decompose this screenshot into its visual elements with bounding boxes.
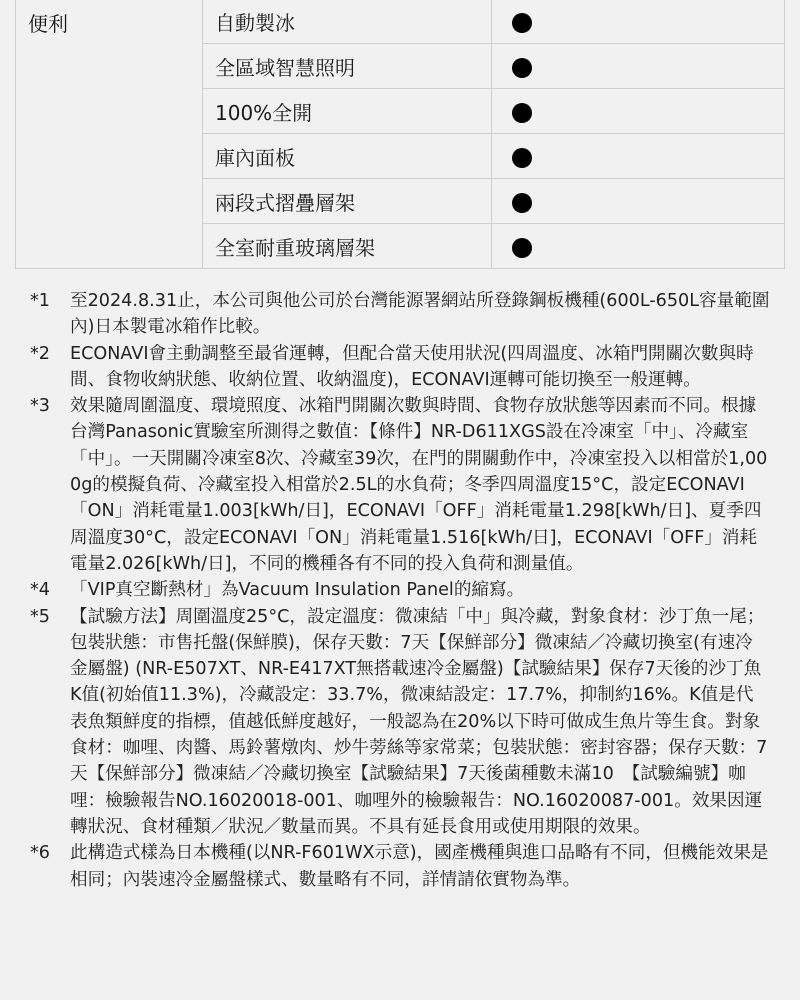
category-label: 便利: [16, 0, 203, 269]
feature-label: 全室耐重玻璃層架: [203, 224, 492, 269]
feature-label: 全區域智慧照明: [203, 44, 492, 89]
filled-circle-icon: [512, 193, 532, 213]
footnote: [30, 840, 770, 893]
feature-label: 100%全開: [203, 89, 492, 134]
footnote-text: 【試驗方法】周圍溫度25°C，設定溫度：微凍結「中」與冷藏，對象食材：沙丁魚一尾；包裝狀態：市售托盤(保鮮膜)，保存天數：7天【保鮮部分】微凍結／冷藏切換室(有速冷金屬盤) (NR-E507XT、NR-E417XT無搭載速冷金屬盤)【試驗結果】保存7天後的沙丁魚K值(初始值11.3%)，冷藏設定：33.7%，微凍結設定：17.7%，抑制約16%。K值是代表魚類鮮度的指標，值越低鮮度越好，一般認為在20%以下時可做成生魚片等生食。對象食材：咖哩、肉醬、馬鈴薯燉肉、炒牛蒡絲等家常菜；包裝狀態：密封容器；保存天數：7天【保鮮部分】微凍結／冷藏切換室【試驗結果】7天後菌種數未滿10 【試驗編號】咖哩：檢驗報告NO.16020018-001、咖哩外的檢驗報告：NO.16020087-001。效果因運轉狀況、食材種類／狀況／數量而異。不具有延長食用或使用期限的效果。: [70, 606, 768, 837]
feature-label: 兩段式摺疊層架: [203, 179, 492, 224]
footnote-number: *3: [30, 396, 50, 417]
feature-label: 庫內面板: [203, 134, 492, 179]
filled-circle-icon: [512, 13, 532, 33]
filled-circle-icon: [512, 238, 532, 258]
filled-circle-icon: [512, 148, 532, 168]
filled-circle-icon: [512, 58, 532, 78]
spec-table: [15, 0, 785, 269]
feature-label: 自動製冰: [203, 0, 492, 44]
footnote-number: *5: [30, 606, 50, 627]
footnote-text: 「VIP真空斷熱材」為Vacuum Insulation Panel的縮寫。: [70, 580, 525, 601]
check-dot-icon: [492, 0, 785, 44]
footnote: [30, 341, 770, 394]
footnote-text: 效果隨周圍溫度、環境照度、冰箱門開關次數與時間、食物存放狀態等因素而不同。根據台灣Panasonic實驗室所測得之數值：【條件】NR-D611XGS設在冷凍室「中」、冷藏室「中」。一天開關冷凍室8次、冷藏室39次，在門的開關動作中，冷凍室投入以相當於1,000g的模擬負荷、冷藏室投入相當於2.5L的水負荷；冬季四周溫度15°C，設定ECONAVI「ON」消耗電量1.003[kWh/日]，ECONAVI「OFF」消耗電量1.298[kWh/日]、夏季四周溫度30°C，設定ECONAVI「ON」消耗電量1.516[kWh/日]，ECONAVI「OFF」消耗電量2.026[kWh/日]，不同的機種各有不同的投入負荷和測量值。: [70, 396, 768, 574]
footnote: [30, 577, 770, 603]
footnote-number: *1: [30, 291, 50, 311]
footnote-text: ECONAVI會主動調整至最省運轉，但配合當天使用狀況(四周溫度、冰箱門開關次數與時間、食物收納狀態、收納位置、收納溫度)，ECONAVI運轉可能切換至一般運轉。: [70, 343, 754, 390]
footnote-text: 此構造式樣為日本機種(以NR-F601WX示意)，國產機種與進口品略有不同，但機能效果是相同；內裝速冷金屬盤樣式、數量略有不同，詳情請依實物為準。: [70, 843, 769, 890]
footnote: [30, 604, 770, 841]
filled-circle-icon: [512, 103, 532, 123]
check-dot-icon: [492, 89, 785, 134]
footnotes: [30, 288, 770, 893]
footnote-number: *6: [30, 843, 50, 864]
footnote-text: 至2024.8.31止，本公司與他公司於台灣能源署網站所登錄鋼板機種(600L-650L容量範圍內)日本製電冰箱作比較。: [70, 291, 770, 338]
check-dot-icon: [492, 134, 785, 179]
table-row: [16, 0, 785, 44]
footnote-number: *2: [30, 343, 50, 364]
footnote: [30, 393, 770, 577]
check-dot-icon: [492, 224, 785, 269]
footnote-number: *4: [30, 580, 50, 601]
check-dot-icon: [492, 179, 785, 224]
footnote: [30, 288, 770, 341]
check-dot-icon: [492, 44, 785, 89]
